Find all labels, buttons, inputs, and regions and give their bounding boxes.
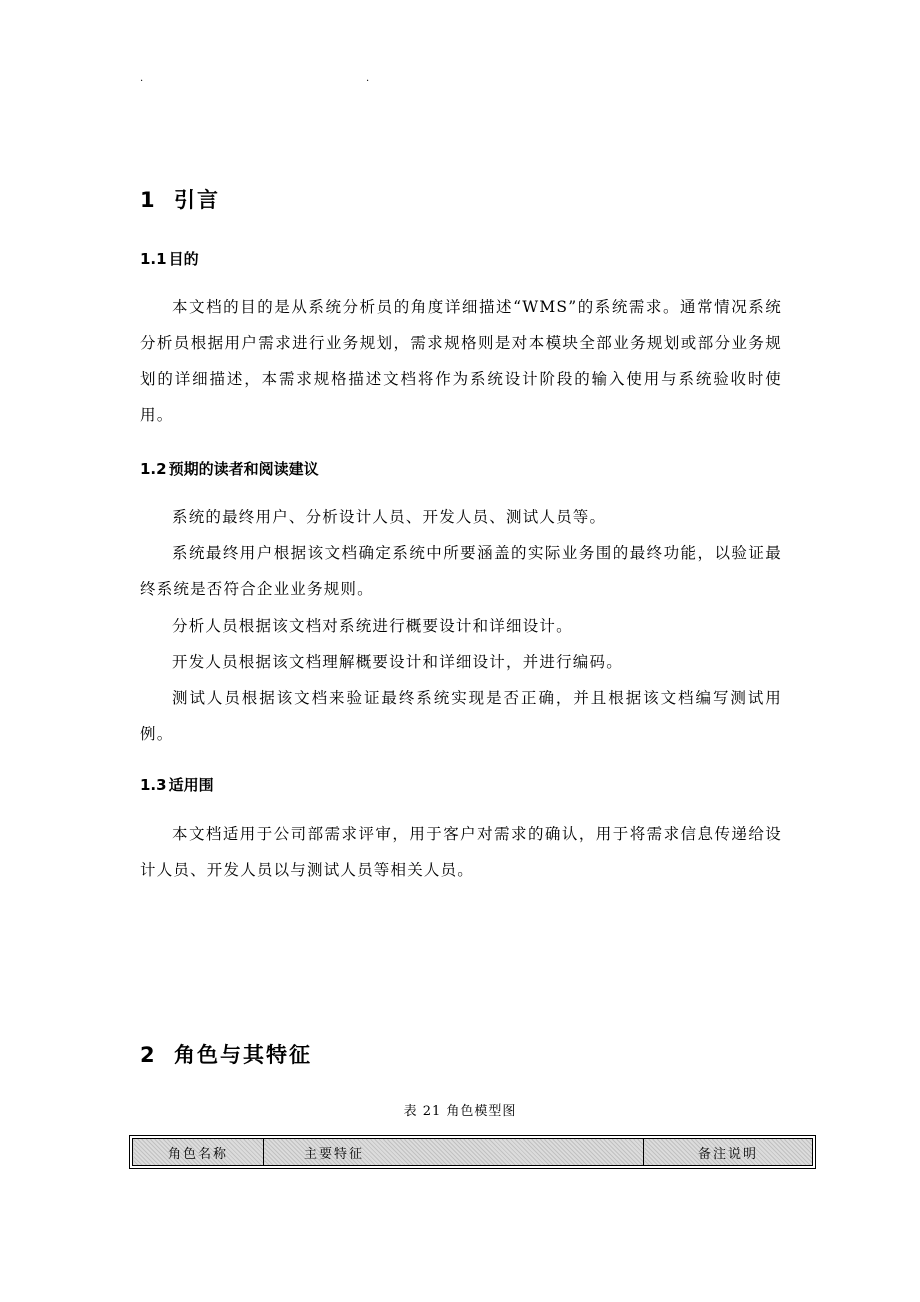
- section-1-number: 1: [140, 188, 157, 212]
- section-1-1-number: 1.1: [140, 250, 167, 268]
- section-1-3-heading: [140, 774, 214, 795]
- readers-paragraph-5: 测试人员根据该文档来验证最终系统实现是否正确，并且根据该文档编写测试用例。: [140, 689, 782, 743]
- section-1-1-title: 目的: [168, 250, 199, 268]
- section-1-heading: [140, 184, 220, 214]
- readers-paragraph-4: 开发人员根据该文档理解概要设计和详细设计，并进行编码。: [172, 653, 623, 671]
- section-2-heading: [140, 1039, 312, 1069]
- readers-paragraph-2: 系统最终用户根据该文档确定系统中所要涵盖的实际业务围的最终功能，以验证最终系统是否符合企业业务规则。: [140, 544, 782, 598]
- section-1-1-heading: [140, 248, 199, 269]
- section-1-3-title: 适用围: [168, 776, 214, 794]
- section-1-2-title: 预期的读者和阅读建议: [168, 460, 319, 478]
- section-1-2-number: 1.2: [140, 460, 167, 478]
- table-header-row: [133, 1139, 813, 1166]
- header-mark-left: .: [140, 73, 144, 84]
- scope-paragraph: 本文档适用于公司部需求评审，用于客户对需求的确认，用于将需求信息传递给设计人员、开发人员以与测试人员等相关人员。: [140, 825, 782, 879]
- header-mark-right: .: [366, 73, 370, 84]
- section-1-2-heading: [140, 458, 319, 479]
- table-caption: 表 21 角色模型图: [403, 1104, 517, 1119]
- readers-paragraph-1: 系统的最终用户、分析设计人员、开发人员、测试人员等。: [172, 508, 607, 526]
- section-2-number: 2: [140, 1043, 157, 1067]
- table-header-main-features: 主要特征: [264, 1139, 644, 1166]
- purpose-paragraph: 本文档的目的是从系统分析员的角度详细描述“WMS”的系统需求。通常情况系统分析员根据用户需求进行业务规划，需求规格则是对本模块全部业务规划或部分业务规划的详细描述，本需求规格描述文档将作为系统设计阶段的输入使用与系统验收时使用。: [140, 298, 782, 424]
- section-1-title: 引言: [174, 188, 220, 212]
- table-header-remarks: 备注说明: [644, 1139, 813, 1166]
- readers-paragraph-3: 分析人员根据该文档对系统进行概要设计和详细设计。: [172, 617, 573, 635]
- section-1-3-number: 1.3: [140, 776, 167, 794]
- role-model-table: [129, 1135, 816, 1169]
- table-header-role-name: 角色名称: [133, 1139, 264, 1166]
- section-2-title: 角色与其特征: [174, 1043, 312, 1067]
